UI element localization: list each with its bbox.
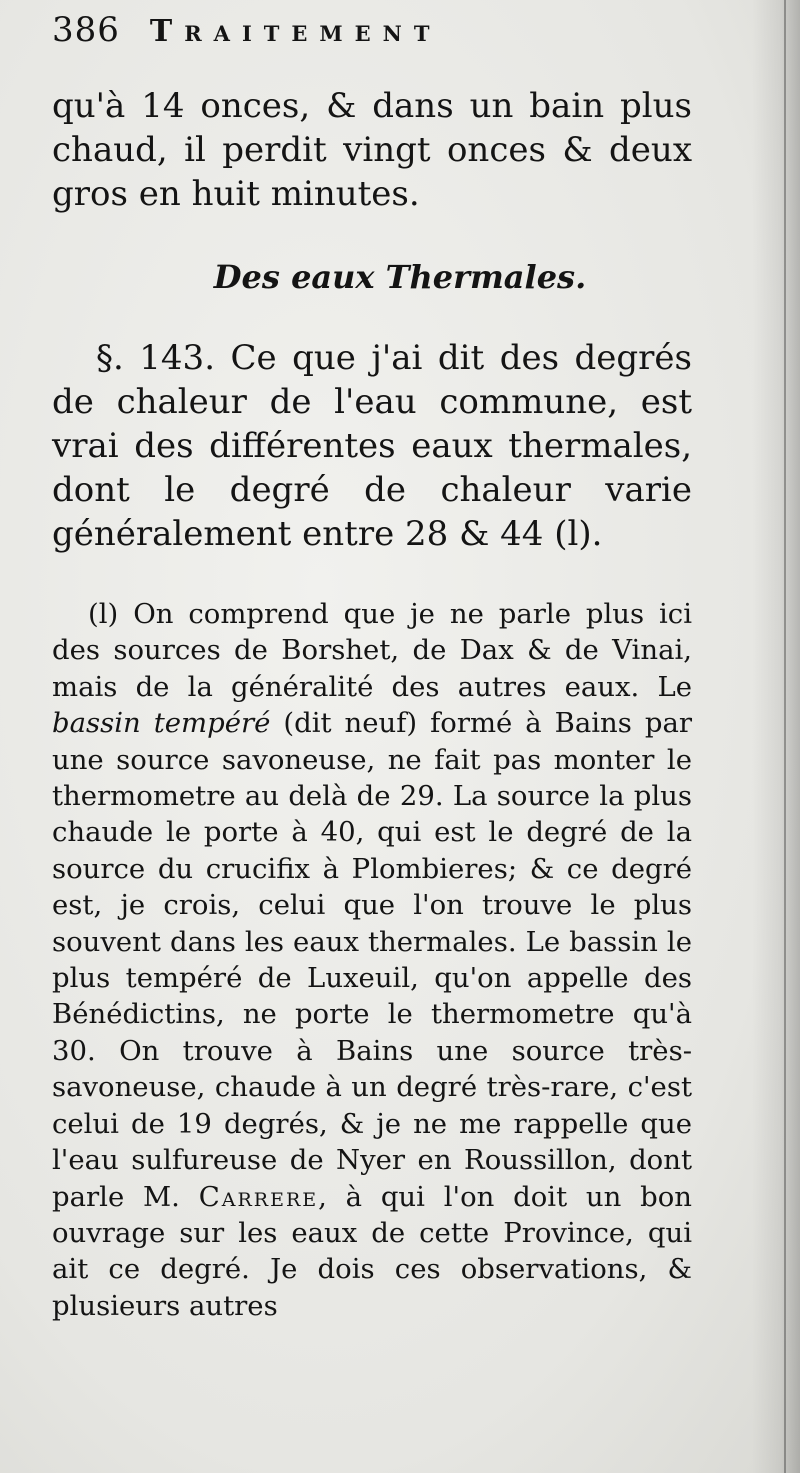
footnote-italic-term: bassin tempéré: [52, 707, 271, 740]
page-header: [52, 10, 702, 60]
running-title: Traitement: [149, 14, 442, 49]
footnote-text-part1: On comprend que je ne parle plus ici des sources de Borshet, de Dax & de Vinai, mais de la généralité des autres eaux. Le: [52, 598, 693, 703]
paragraph-143-text: Ce que j'ai dit des degrés de chaleur de l'eau commune, est vrai des différentes eaux thermales, dont le degré de chaleur varie généralement entre 28 & 44 (l).: [52, 338, 692, 554]
page-edge-line: [784, 0, 786, 1473]
footnote-l: [52, 596, 692, 1324]
section-number: §. 143.: [96, 338, 215, 378]
footnote-text-part3: , à qui l'on doit un bon ouvrage sur les eaux de cette Province, qui ait ce degré. Je dois ces observations, & plusieurs autres: [52, 1180, 693, 1322]
section-heading: Des eaux Thermales.: [213, 258, 587, 296]
paragraph-143: [52, 336, 692, 556]
page-number: 386: [52, 10, 120, 50]
footnote-author-name: Carrere: [198, 1180, 319, 1213]
footnote-marker: (l): [88, 598, 119, 630]
continuation-paragraph: qu'à 14 onces, & dans un bain plus chaud, il perdit vingt onces & deux gros en huit minutes.: [52, 86, 692, 214]
footnote-text-part2: (dit neuf) formé à Bains par une source savoneuse, ne fait pas monter le thermometre au delà de 29. La source la plus chaude le porte à 40, qui est le degré de la source du crucifix à Plombieres; & ce degré est, je crois, celui que l'on trouve le plus souvent dans les eaux thermales. Le bassin le plus tempéré de Luxeuil, qu'on appelle des Bénédictins, ne porte le thermometre qu'à 30. On trouve à Bains une source très-savoneuse, chaude à un degré très-rare, c'est celui de 19 degrés, & je ne me rappelle que l'eau sulfureuse de Nyer en Roussillon, dont parle M.: [52, 707, 692, 1213]
page-edge-shadow: [752, 0, 800, 1473]
